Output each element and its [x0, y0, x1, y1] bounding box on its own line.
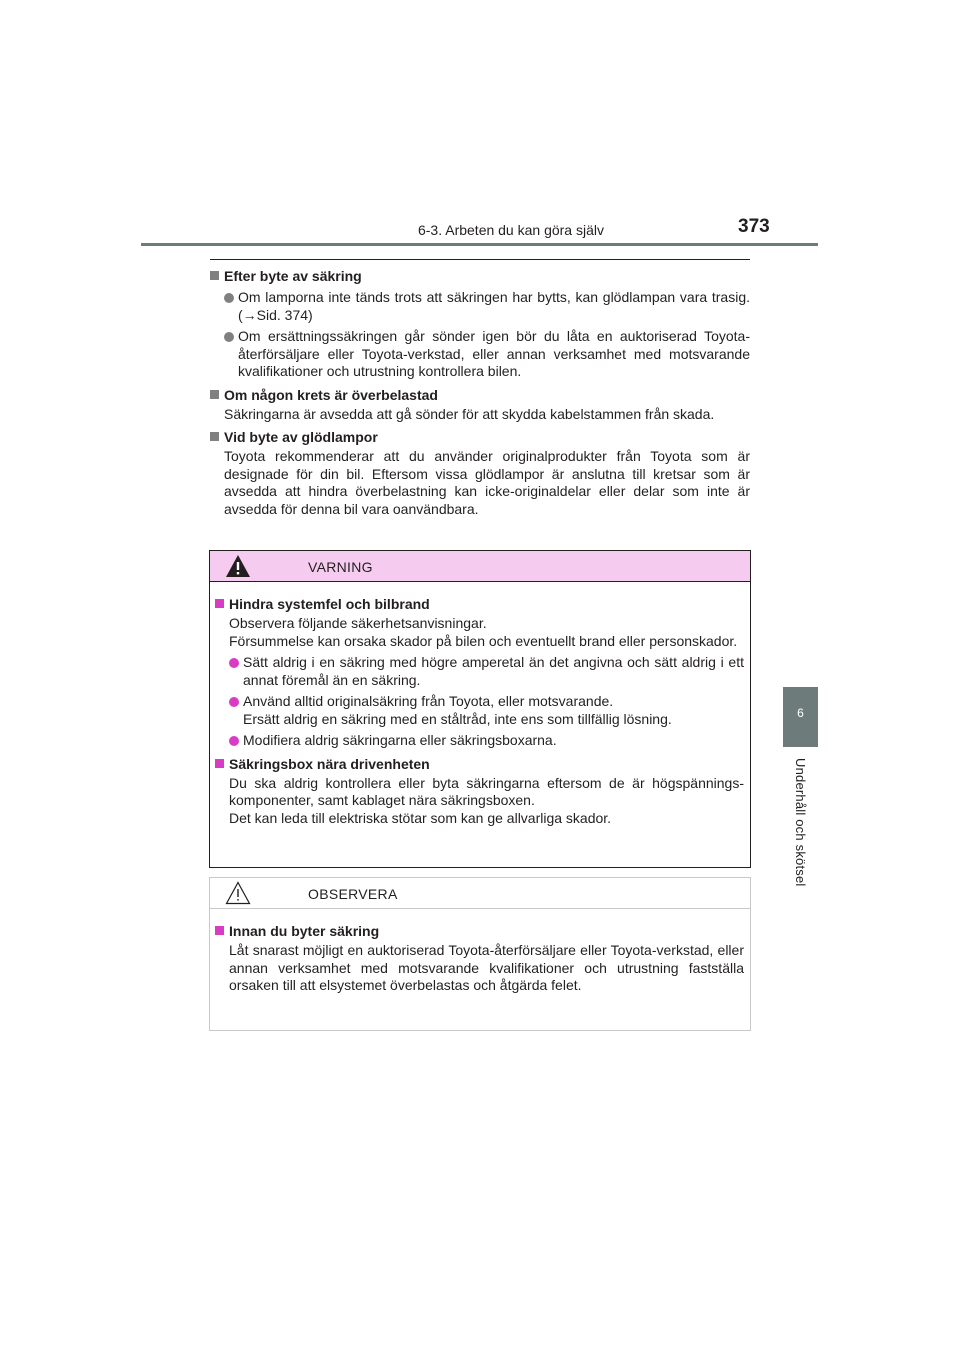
square-bullet-icon [210, 432, 219, 441]
square-bullet-icon [215, 759, 224, 768]
notice-section-body: Låt snarast möjligt en auktoriserad Toyota-återförsäljare eller Toyota-verkstad, eller annan verksamhet med motsvarande kvalifikationer och utrustning fastställa orsaken till att elsystemet överbelastas och åtgärda felet. [229, 942, 744, 993]
round-bullet-icon [224, 293, 234, 303]
square-bullet-icon [215, 926, 224, 935]
round-bullet-icon [229, 697, 239, 707]
square-bullet-icon [215, 599, 224, 608]
warning-section-body: Observera följande säkerhetsanvisningar. Försummelse kan orsaka skador på bilen och eventuellt brand eller personskador. [229, 615, 738, 649]
section-title: 6-3. Arbeten du kan göra själv [417, 222, 604, 238]
list-item: Om lamporna inte tänds trots att säkringen har bytts, kan glödlampan vara trasig. (→Sid. 374) [210, 289, 750, 324]
section-body: Säkringarna är avsedda att gå sönder för att skydda kabelstammen från skada. [224, 405, 715, 422]
warning-header [210, 551, 750, 582]
notice-section-heading: Innan du byter säkring [215, 922, 744, 940]
round-bullet-icon [224, 332, 234, 342]
warning-triangle-icon [225, 554, 251, 578]
section-heading: Efter byte av säkring [210, 267, 750, 285]
list-item: Om ersättningssäkringen går sönder igen bör du låta en auktoriserad Toyota-återförsäljare eller Toyota-verkstad, eller annan verksamhet med motsvarande kvalifikationer och utrustning kontrollera bilen. [210, 328, 750, 381]
notice-body [210, 909, 750, 995]
content-rule [210, 259, 750, 260]
chapter-tab-label: Underhåll och skötsel [793, 758, 808, 887]
square-bullet-icon [210, 271, 219, 280]
warning-section-body: Du ska aldrig kontrollera eller byta säkringarna eftersom de är högspännings-komponenter, samt kablaget nära säkringsboxen. Det kan leda till elektriska stötar som kan ge allvarliga skador. [229, 774, 744, 826]
main-content [210, 259, 750, 518]
section-heading: Om någon krets är överbelastad [210, 386, 750, 404]
page-number: 373 [738, 216, 770, 237]
chapter-tab-number: 6 [797, 706, 804, 720]
square-bullet-icon [210, 390, 219, 399]
warning-section-heading: Säkringsbox nära drivenheten [215, 755, 744, 773]
warning-body [210, 582, 750, 827]
round-bullet-icon [229, 736, 239, 746]
warning-heading: VARNING [308, 559, 373, 575]
round-bullet-icon [229, 658, 239, 668]
section-heading: Vid byte av glödlampor [210, 428, 750, 446]
warning-list-item: Använd alltid originalsäkring från Toyota, eller motsvarande. Ersätt aldrig en säkring med en ståltråd, inte ens som tillfällig lösning. [215, 693, 744, 728]
notice-header [210, 878, 750, 909]
warning-section-heading: Hindra systemfel och bilbrand [215, 595, 744, 613]
warning-list-item: Sätt aldrig i en säkring med högre amperetal än det angivna och sätt aldrig i ett annat föremål än en säkring. [215, 654, 744, 689]
caution-triangle-icon [225, 881, 251, 905]
notice-box [209, 877, 751, 1031]
notice-heading: OBSERVERA [308, 886, 398, 902]
header-rule [141, 243, 818, 246]
section-body: Toyota rekommenderar att du använder originalprodukter från Toyota som är designade för din bil. Eftersom vissa glödlampor är anslutna till kretsar som är avsedda att hindra överbelastning kan icke-originaldelar eller delar som inte är avsedda för denna bil vara oanvändbara. [224, 448, 750, 517]
warning-box [209, 550, 751, 868]
warning-list-item: Modifiera aldrig säkringarna eller säkringsboxarna. [215, 732, 744, 750]
